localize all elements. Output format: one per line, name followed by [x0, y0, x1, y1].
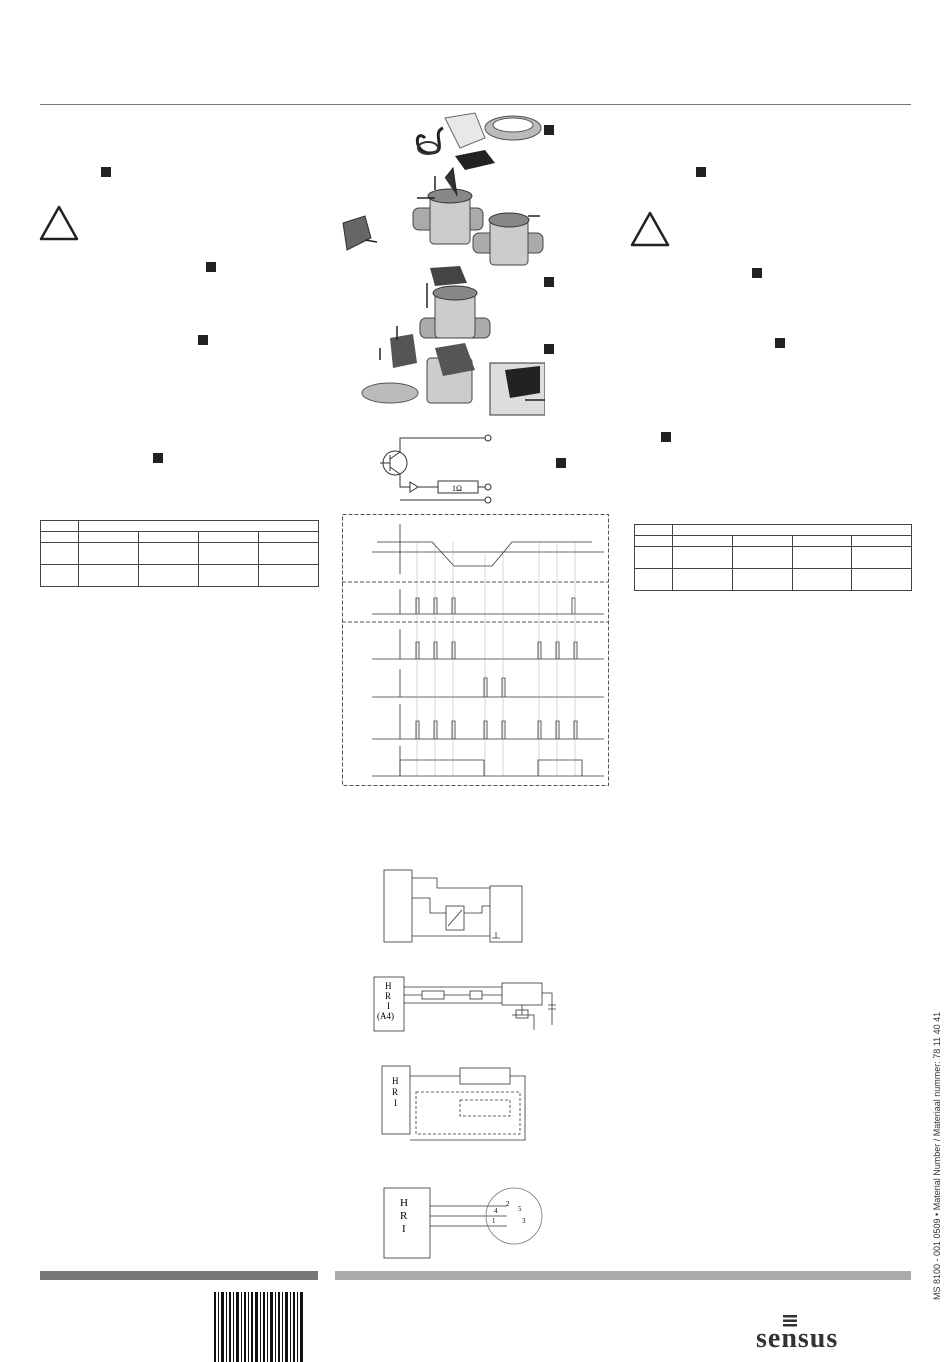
figure-ref-marker — [544, 344, 554, 354]
wiring-diagram-3 — [380, 1064, 530, 1144]
resistor-label: 1Ω — [452, 484, 462, 493]
figure-ref-marker — [775, 338, 785, 348]
spec-table-left — [40, 520, 319, 587]
wiring-diagram-1 — [382, 868, 524, 946]
sensus-logo-mark — [756, 1315, 886, 1351]
hri-label-letter: H — [385, 981, 392, 991]
wiring-diagram-2 — [372, 975, 557, 1037]
warning-triangle-icon — [38, 204, 80, 242]
hri-label-letter: I — [402, 1223, 406, 1235]
figure-ref-marker — [101, 167, 111, 177]
hri-label-letter: I — [394, 1098, 397, 1108]
figure-ref-marker — [544, 277, 554, 287]
wiring-diagram-4 — [382, 1186, 552, 1260]
figure-ref-marker — [544, 125, 554, 135]
hri-label-letter: R — [385, 991, 392, 1001]
logo-text: sensus — [756, 1323, 839, 1351]
warning-triangle-icon — [629, 210, 671, 248]
sensus-logo — [756, 1315, 886, 1358]
figure-ref-marker — [198, 335, 208, 345]
footer-bar-left — [40, 1271, 318, 1280]
installation-illustrations — [335, 108, 545, 423]
hri-label-letter: (A4) — [377, 1011, 394, 1021]
connector-pin-label: 3 — [522, 1217, 526, 1225]
footer-bar-right — [335, 1271, 911, 1280]
hri-label-letter: H — [392, 1076, 399, 1086]
connector-pin-label: 1 — [492, 1217, 496, 1225]
connector-pin-label: 2 — [506, 1200, 510, 1208]
hri-label-letter: H — [400, 1197, 408, 1209]
figure-ref-marker — [752, 268, 762, 278]
header-rule — [40, 104, 911, 105]
material-number-text: MS 8100 - 001 0509 • Material Number / Materiaal nummer: 78 11 40 41 — [932, 1011, 942, 1300]
figure-ref-marker — [556, 458, 566, 468]
figure-ref-marker — [153, 453, 163, 463]
timing-diagram — [342, 514, 609, 786]
connector-pin-label: 5 — [518, 1205, 522, 1213]
spec-table-right — [634, 524, 912, 591]
figure-ref-marker — [696, 167, 706, 177]
output-circuit-diagram — [370, 430, 500, 505]
figure-ref-marker — [206, 262, 216, 272]
figure-ref-marker — [661, 432, 671, 442]
hri-label-letter: R — [392, 1087, 399, 1097]
connector-pin-label: 4 — [494, 1207, 498, 1215]
barcode — [214, 1292, 304, 1362]
hri-label-letter: I — [387, 1001, 390, 1011]
hri-label-letter: R — [400, 1210, 408, 1222]
